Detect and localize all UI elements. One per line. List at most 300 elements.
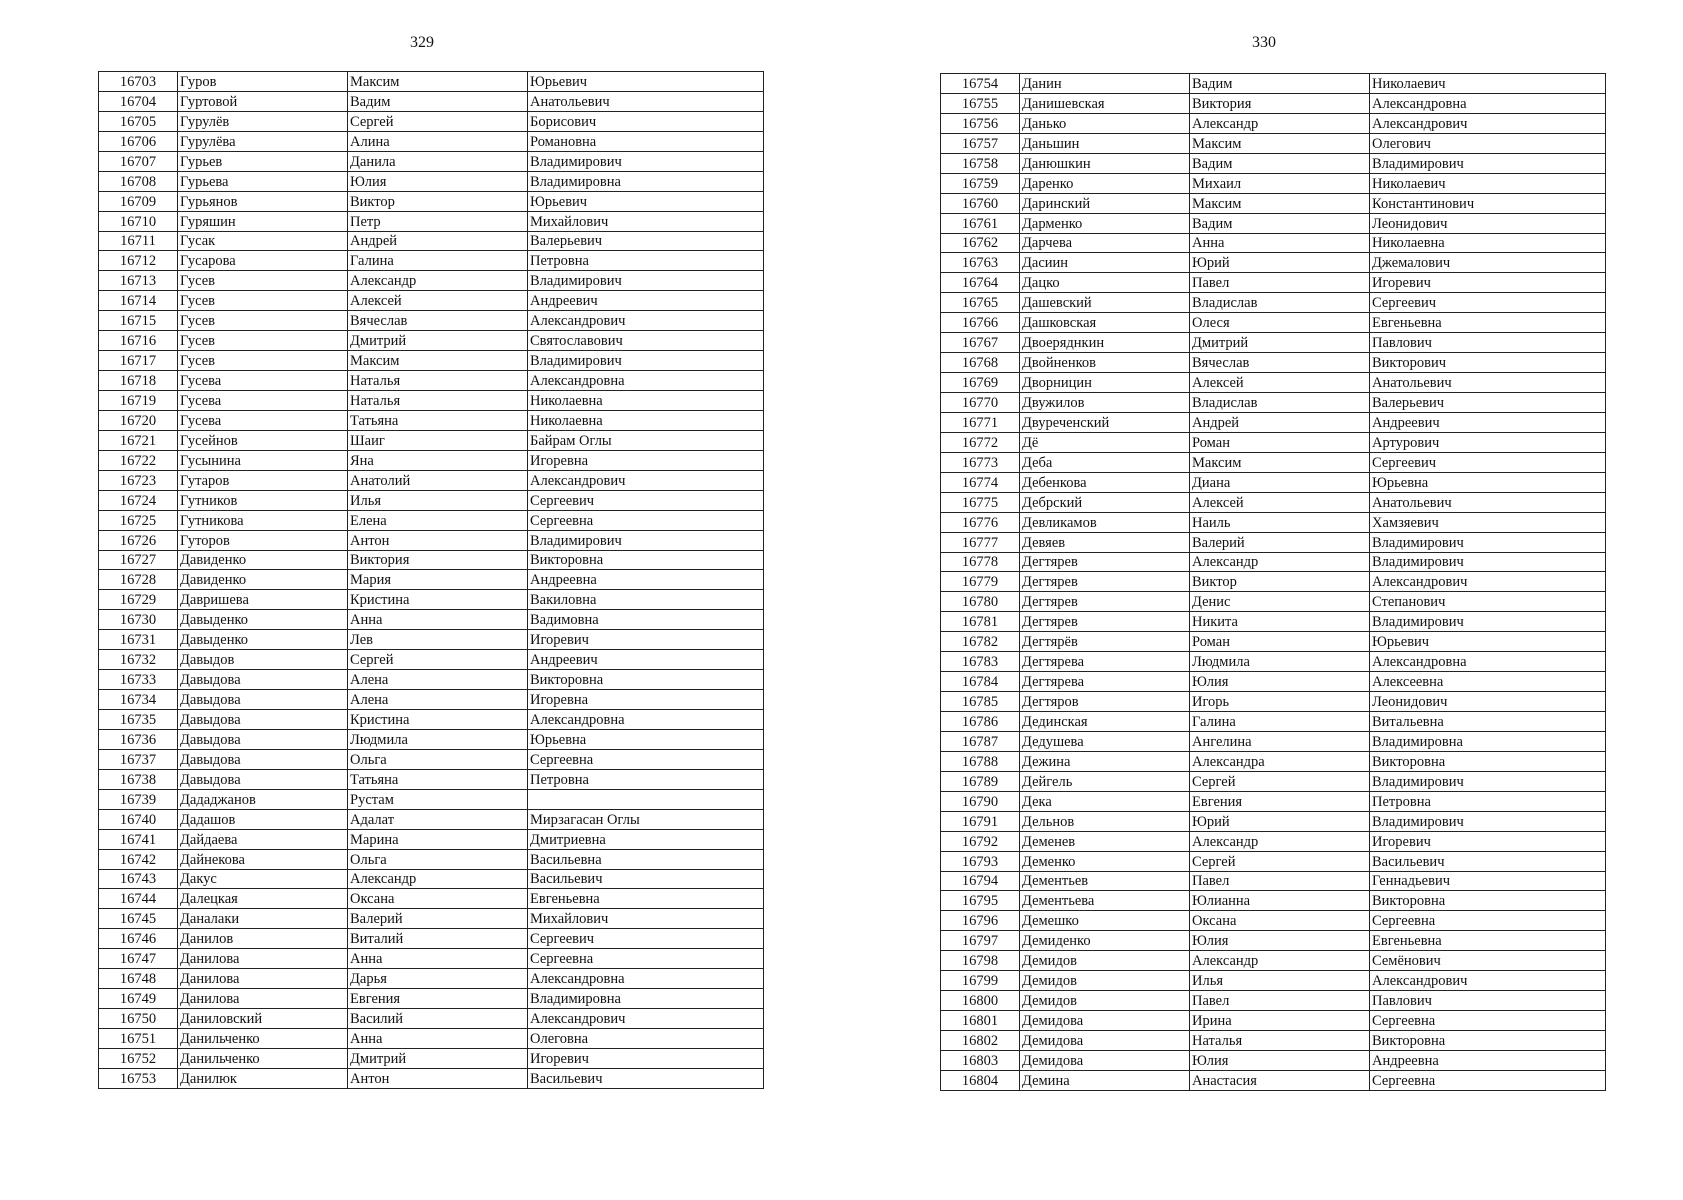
patronymic-cell: Константинович [1370,193,1606,213]
last-name-cell: Дайдаева [178,829,348,849]
table-row [99,211,764,231]
table-row [941,911,1606,931]
last-name-cell: Девликамов [1020,512,1190,532]
table-row [941,293,1606,313]
patronymic-cell: Владимирович [528,151,764,171]
last-name-cell: Гусев [178,291,348,311]
last-name-cell: Дегтярев [1020,572,1190,592]
table-row [99,1009,764,1029]
last-name-cell: Дашковская [1020,313,1190,333]
first-name-cell: Татьяна [348,769,528,789]
last-name-cell: Деменев [1020,831,1190,851]
patronymic-cell: Игоревна [528,690,764,710]
entry-number-cell: 16766 [941,313,1020,333]
last-name-cell: Демидова [1020,1031,1190,1051]
entry-number-cell: 16729 [99,590,178,610]
table-row [941,1031,1606,1051]
first-name-cell: Юлия [1190,1050,1370,1070]
table-row [941,632,1606,652]
entry-number-cell: 16795 [941,891,1020,911]
last-name-cell: Дарчева [1020,233,1190,253]
entry-number-cell: 16739 [99,789,178,809]
first-name-cell: Олеся [1190,313,1370,333]
entry-number-cell: 16703 [99,72,178,92]
patronymic-cell: Николаевна [528,410,764,430]
last-name-cell: Дегтярев [1020,592,1190,612]
last-name-cell: Данилова [178,989,348,1009]
entry-number-cell: 16779 [941,572,1020,592]
last-name-cell: Данилов [178,929,348,949]
last-name-cell: Дементьев [1020,871,1190,891]
first-name-cell: Павел [1190,273,1370,293]
entry-number-cell: 16786 [941,712,1020,732]
patronymic-cell: Валерьевич [1370,393,1606,413]
entry-number-cell: 16789 [941,771,1020,791]
table-row [99,450,764,470]
last-name-cell: Даниловский [178,1009,348,1029]
first-name-cell: Антон [348,1068,528,1088]
patronymic-cell: Владимировна [528,171,764,191]
patronymic-cell: Петровна [1370,791,1606,811]
table-row [99,91,764,111]
first-name-cell: Петр [348,211,528,231]
patronymic-cell: Петровна [528,769,764,789]
first-name-cell: Алена [348,670,528,690]
entry-number-cell: 16781 [941,612,1020,632]
last-name-cell: Демешко [1020,911,1190,931]
last-name-cell: Демидов [1020,951,1190,971]
entry-number-cell: 16750 [99,1009,178,1029]
patronymic-cell: Святославович [528,331,764,351]
first-name-cell: Алина [348,131,528,151]
first-name-cell: Виктор [348,191,528,211]
table-row [99,251,764,271]
patronymic-cell: Юрьевич [528,191,764,211]
first-name-cell: Александр [1190,552,1370,572]
first-name-cell: Елена [348,510,528,530]
last-name-cell: Дадашов [178,809,348,829]
table-row [99,490,764,510]
first-name-cell: Алексей [1190,492,1370,512]
table-row [99,111,764,131]
table-row [941,373,1606,393]
first-name-cell: Наталья [348,371,528,391]
last-name-cell: Даналаки [178,909,348,929]
patronymic-cell: Николаевич [1370,173,1606,193]
entry-number-cell: 16772 [941,432,1020,452]
first-name-cell: Александр [348,271,528,291]
first-name-cell: Адалат [348,809,528,829]
patronymic-cell: Алексеевна [1370,672,1606,692]
patronymic-cell: Евгеньевна [1370,313,1606,333]
patronymic-cell: Анатольевич [1370,373,1606,393]
table-row [941,532,1606,552]
patronymic-cell: Валерьевич [528,231,764,251]
table-row [941,1050,1606,1070]
table-row [99,1068,764,1088]
table-row [99,829,764,849]
first-name-cell: Илья [348,490,528,510]
table-row [941,572,1606,592]
table-row [99,131,764,151]
last-name-cell: Гусев [178,331,348,351]
patronymic-cell: Васильевна [528,849,764,869]
patronymic-cell: Александровна [528,969,764,989]
first-name-cell: Юлия [1190,931,1370,951]
patronymic-cell: Байрам Оглы [528,430,764,450]
entry-number-cell: 16762 [941,233,1020,253]
last-name-cell: Давыденко [178,630,348,650]
last-name-cell: Дайнекова [178,849,348,869]
patronymic-cell: Андреевич [528,291,764,311]
last-name-cell: Дакус [178,869,348,889]
first-name-cell: Ольга [348,749,528,769]
last-name-cell: Гутаров [178,470,348,490]
table-row [941,333,1606,353]
entry-number-cell: 16780 [941,592,1020,612]
entry-number-cell: 16749 [99,989,178,1009]
table-row [941,213,1606,233]
table-row [941,472,1606,492]
patronymic-cell: Степанович [1370,592,1606,612]
patronymic-cell: Романовна [528,131,764,151]
table-row [941,931,1606,951]
last-name-cell: Гуторов [178,530,348,550]
entry-number-cell: 16747 [99,949,178,969]
table-row [99,690,764,710]
last-name-cell: Демидова [1020,1011,1190,1031]
last-name-cell: Давыдов [178,650,348,670]
table-row [99,590,764,610]
entry-number-cell: 16718 [99,371,178,391]
table-row [941,652,1606,672]
table-row [99,909,764,929]
table-row [941,173,1606,193]
patronymic-cell: Андреевна [528,570,764,590]
first-name-cell: Павел [1190,991,1370,1011]
entry-number-cell: 16730 [99,610,178,630]
table-row [99,1048,764,1068]
first-name-cell: Максим [1190,193,1370,213]
first-name-cell: Вадим [1190,74,1370,94]
table-row [99,151,764,171]
table-row [941,791,1606,811]
table-row [941,193,1606,213]
table-row [941,971,1606,991]
first-name-cell: Валерий [1190,532,1370,552]
entry-number-cell: 16782 [941,632,1020,652]
table-row [99,72,764,92]
entry-number-cell: 16790 [941,791,1020,811]
table-row [99,410,764,430]
first-name-cell: Виталий [348,929,528,949]
entry-number-cell: 16754 [941,74,1020,94]
first-name-cell: Максим [348,351,528,371]
table-row [941,393,1606,413]
last-name-cell: Двоеряднкин [1020,333,1190,353]
table-row [941,712,1606,732]
table-row [99,889,764,909]
last-name-cell: Давыдова [178,710,348,730]
table-row [99,929,764,949]
first-name-cell: Оксана [1190,911,1370,931]
first-name-cell: Алексей [348,291,528,311]
last-name-cell: Даньшин [1020,133,1190,153]
patronymic-cell: Олегович [1370,133,1606,153]
first-name-cell: Александра [1190,751,1370,771]
entry-number-cell: 16714 [99,291,178,311]
register-table [940,73,1606,1091]
patronymic-cell: Андреевич [1370,412,1606,432]
patronymic-cell: Александрович [1370,113,1606,133]
last-name-cell: Двужилов [1020,393,1190,413]
last-name-cell: Демидов [1020,971,1190,991]
last-name-cell: Гутникова [178,510,348,530]
last-name-cell: Давиденко [178,570,348,590]
entry-number-cell: 16740 [99,809,178,829]
table-row [941,751,1606,771]
first-name-cell: Оксана [348,889,528,909]
first-name-cell: Яна [348,450,528,470]
patronymic-cell: Александрович [1370,971,1606,991]
patronymic-cell: Юрьевич [1370,632,1606,652]
page-number: 329 [410,34,434,51]
patronymic-cell: Евгеньевна [1370,931,1606,951]
patronymic-cell: Леонидович [1370,213,1606,233]
table-row [941,672,1606,692]
entry-number-cell: 16752 [99,1048,178,1068]
table-row [99,311,764,331]
last-name-cell: Данилова [178,949,348,969]
last-name-cell: Давыдова [178,729,348,749]
first-name-cell: Анна [348,610,528,630]
patronymic-cell: Андреевна [1370,1050,1606,1070]
patronymic-cell: Анатольевич [1370,492,1606,512]
first-name-cell: Денис [1190,592,1370,612]
last-name-cell: Гусев [178,351,348,371]
entry-number-cell: 16788 [941,751,1020,771]
last-name-cell: Данильченко [178,1048,348,1068]
patronymic-cell: Сергеевна [1370,911,1606,931]
patronymic-cell: Михайлович [528,211,764,231]
entry-number-cell: 16707 [99,151,178,171]
last-name-cell: Дегтярева [1020,672,1190,692]
table-row [941,93,1606,113]
table-row [99,430,764,450]
entry-number-cell: 16731 [99,630,178,650]
patronymic-cell: Игоревич [528,630,764,650]
last-name-cell: Дегтяров [1020,692,1190,712]
first-name-cell: Максим [348,72,528,92]
first-name-cell: Диана [1190,472,1370,492]
first-name-cell: Шаиг [348,430,528,450]
entry-number-cell: 16753 [99,1068,178,1088]
patronymic-cell: Николаевна [528,391,764,411]
entry-number-cell: 16705 [99,111,178,131]
table-row [941,731,1606,751]
last-name-cell: Гурьева [178,171,348,191]
last-name-cell: Дегтярев [1020,612,1190,632]
table-row [941,991,1606,1011]
last-name-cell: Давыдова [178,690,348,710]
first-name-cell: Анатолий [348,470,528,490]
patronymic-cell: Владимирович [1370,811,1606,831]
patronymic-cell: Павлович [1370,333,1606,353]
entry-number-cell: 16742 [99,849,178,869]
patronymic-cell: Николаевич [1370,74,1606,94]
entry-number-cell: 16722 [99,450,178,470]
patronymic-cell: Владимирович [1370,771,1606,791]
table-row [941,432,1606,452]
last-name-cell: Гуряшин [178,211,348,231]
table-row [941,233,1606,253]
first-name-cell: Игорь [1190,692,1370,712]
first-name-cell: Дарья [348,969,528,989]
last-name-cell: Гусев [178,271,348,291]
table-row [941,692,1606,712]
patronymic-cell: Сергеевич [1370,452,1606,472]
table-row [941,113,1606,133]
table-row [941,253,1606,273]
entry-number-cell: 16783 [941,652,1020,672]
entry-number-cell: 16717 [99,351,178,371]
entry-number-cell: 16735 [99,710,178,730]
last-name-cell: Дё [1020,432,1190,452]
first-name-cell: Вячеслав [348,311,528,331]
table-row [99,570,764,590]
first-name-cell: Виктор [1190,572,1370,592]
first-name-cell: Наталья [348,391,528,411]
entry-number-cell: 16746 [99,929,178,949]
first-name-cell: Евгения [1190,791,1370,811]
patronymic-cell: Сергеевич [528,929,764,949]
entry-number-cell: 16716 [99,331,178,351]
last-name-cell: Давыдова [178,749,348,769]
patronymic-cell: Сергеевна [528,749,764,769]
patronymic-cell: Мирзагасан Оглы [528,809,764,829]
entry-number-cell: 16704 [99,91,178,111]
patronymic-cell: Андреевич [528,650,764,670]
last-name-cell: Девяев [1020,532,1190,552]
patronymic-cell: Александрович [528,1009,764,1029]
entry-number-cell: 16728 [99,570,178,590]
first-name-cell: Роман [1190,432,1370,452]
first-name-cell: Виктория [348,550,528,570]
patronymic-cell: Юрьевич [528,72,764,92]
entry-number-cell: 16796 [941,911,1020,931]
entry-number-cell: 16755 [941,93,1020,113]
entry-number-cell: 16723 [99,470,178,490]
entry-number-cell: 16743 [99,869,178,889]
patronymic-cell: Дмитриевна [528,829,764,849]
first-name-cell: Василий [348,1009,528,1029]
patronymic-cell: Вакиловна [528,590,764,610]
table-row [99,351,764,371]
table-row [99,610,764,630]
entry-number-cell: 16734 [99,690,178,710]
last-name-cell: Дежина [1020,751,1190,771]
patronymic-cell: Игоревич [1370,831,1606,851]
entry-number-cell: 16759 [941,173,1020,193]
entry-number-cell: 16745 [99,909,178,929]
patronymic-cell: Юрьевна [1370,472,1606,492]
last-name-cell: Дединская [1020,712,1190,732]
patronymic-cell: Юрьевна [528,729,764,749]
first-name-cell: Юрий [1190,253,1370,273]
last-name-cell: Демидова [1020,1050,1190,1070]
first-name-cell: Максим [1190,133,1370,153]
entry-number-cell: 16765 [941,293,1020,313]
patronymic-cell: Владимирович [528,351,764,371]
entry-number-cell: 16800 [941,991,1020,1011]
first-name-cell: Владислав [1190,393,1370,413]
last-name-cell: Гусева [178,410,348,430]
patronymic-cell: Владимировна [1370,731,1606,751]
entry-number-cell: 16774 [941,472,1020,492]
table-row [941,552,1606,572]
patronymic-cell: Александровна [1370,652,1606,672]
table-row [941,891,1606,911]
entry-number-cell: 16748 [99,969,178,989]
entry-number-cell: 16706 [99,131,178,151]
table-row [99,191,764,211]
first-name-cell: Наталья [1190,1031,1370,1051]
last-name-cell: Дегтярёв [1020,632,1190,652]
first-name-cell: Ирина [1190,1011,1370,1031]
patronymic-cell: Игоревна [528,450,764,470]
table-row [99,550,764,570]
last-name-cell: Давыдова [178,769,348,789]
first-name-cell: Вадим [1190,213,1370,233]
entry-number-cell: 16751 [99,1029,178,1049]
entry-number-cell: 16764 [941,273,1020,293]
patronymic-cell: Владимирович [1370,612,1606,632]
table-row [99,869,764,889]
last-name-cell: Демиденко [1020,931,1190,951]
patronymic-cell: Александрович [1370,572,1606,592]
entry-number-cell: 16712 [99,251,178,271]
first-name-cell: Галина [1190,712,1370,732]
first-name-cell: Павел [1190,871,1370,891]
patronymic-cell: Анатольевич [528,91,764,111]
last-name-cell: Дворницин [1020,373,1190,393]
first-name-cell: Никита [1190,612,1370,632]
first-name-cell: Марина [348,829,528,849]
first-name-cell: Рустам [348,789,528,809]
entry-number-cell: 16724 [99,490,178,510]
first-name-cell: Александр [1190,831,1370,851]
entry-number-cell: 16727 [99,550,178,570]
first-name-cell: Евгения [348,989,528,1009]
last-name-cell: Двуреченский [1020,412,1190,432]
entry-number-cell: 16758 [941,153,1020,173]
entry-number-cell: 16804 [941,1070,1020,1090]
first-name-cell: Людмила [1190,652,1370,672]
entry-number-cell: 16767 [941,333,1020,353]
last-name-cell: Давыдова [178,670,348,690]
last-name-cell: Гусак [178,231,348,251]
last-name-cell: Даринский [1020,193,1190,213]
table-row [99,809,764,829]
table-row [99,769,764,789]
table-row [941,412,1606,432]
first-name-cell: Анна [348,1029,528,1049]
table-row [941,353,1606,373]
first-name-cell: Вячеслав [1190,353,1370,373]
first-name-cell: Анна [348,949,528,969]
patronymic-cell: Михайлович [528,909,764,929]
patronymic-cell: Игоревич [528,1048,764,1068]
